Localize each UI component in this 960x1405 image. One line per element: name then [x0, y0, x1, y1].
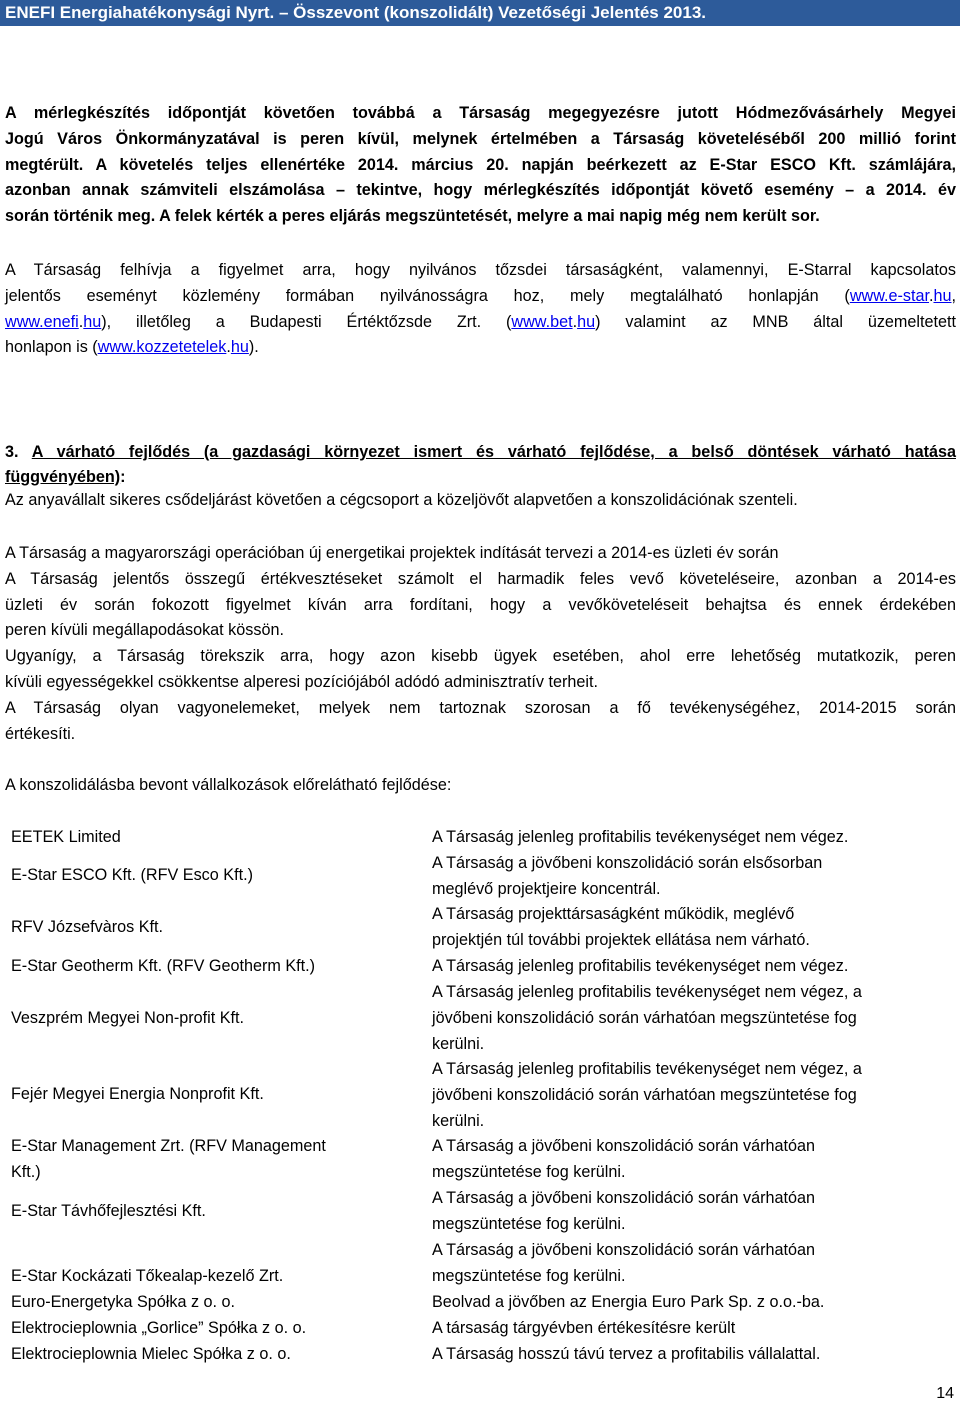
document-header — [0, 0, 960, 26]
company-outlook: A Társaság jelenleg profitabilis tevékenységet nem végez. — [432, 828, 849, 846]
company-outlook: A társaság tárgyévben értékesítésre került — [432, 1319, 736, 1337]
paragraph-disclosure — [5, 258, 956, 361]
company-name: Fejér Megyei Energia Nonprofit Kft. — [11, 1085, 264, 1103]
paragraph-outlook — [5, 541, 956, 747]
page-number: 14 — [936, 1385, 954, 1402]
text-line: A Társaság jelentős összegű értékvesztéseket számolt el harmadik feles vevő követeléseire, azonban a 2014-es — [5, 569, 956, 588]
company-name: E-Star ESCO Kft. (RFV Esco Kft.) — [11, 866, 253, 884]
link-bet-tld[interactable]: hu — [577, 312, 596, 331]
link-kozzetetelek-tld[interactable]: hu — [230, 338, 249, 357]
text-line: honlapon is (www.kozzetetelek.hu). — [5, 338, 259, 357]
company-name: Veszprém Megyei Non-profit Kft. — [11, 1009, 245, 1027]
header-title: ENEFI Energiahatékonysági Nyrt. – Összevont (konszolidált) Vezetőségi Jelentés 2013. — [5, 3, 707, 22]
company-name: E-Star Távhőfejlesztési Kft. — [11, 1202, 206, 1220]
company-outlook: A Társaság hosszú távú tervez a profitabilis vállalattal. — [432, 1345, 821, 1363]
company-name: Elektrocieplownia „Gorlice” Spółka z o. o. — [11, 1319, 307, 1337]
company-outlook: A Társaság jelenleg profitabilis tevékenységet nem végez, a jövőbeni konszolidáció során várhatóan megszüntetése fog kerülni. — [432, 983, 862, 1053]
section-title: A várható fejlődés (a gazdasági környezet ismert és várható fejlődése, a belső döntések várható hatása — [31, 443, 956, 461]
section-title-cont: függvényében) — [5, 468, 121, 486]
text-line: azonban annak számviteli elszámolása – tekintve, hogy mérlegkészítés időpontját követő esemény – a 2014. év — [5, 181, 956, 200]
company-name: Elektrocieplownia Mielec Spółka z o. o. — [11, 1345, 291, 1363]
text-line: A mérlegkészítés időpontját követően továbbá a Társaság megegyezésre jutott Hódmezővásárhely Megyei — [5, 104, 956, 122]
company-name: E-Star Geotherm Kft. (RFV Geotherm Kft.) — [11, 957, 316, 975]
link-estar-tld[interactable]: hu — [933, 286, 952, 305]
text-line: jelentős eseményt közlemény formában nyilvánosságra hoz, mely megtalálható honlapján (www.e-star.hu, — [5, 286, 956, 305]
section-number: 3. — [5, 443, 19, 461]
company-outlook: Beolvad a jövőben az Energia Euro Park Sp. z o.o.-ba. — [432, 1293, 825, 1311]
text-line: üzleti év során fokozott figyelmet kíván arra fordítani, hogy a vevőköveteléseit behajtsa és ennek érdekében — [5, 595, 956, 614]
text-line: peren kívüli megállapodásokat kössön. — [5, 621, 284, 640]
text-line: A Társaság a magyarországi operációban új energetikai projektek indítását tervezi a 2014-es üzleti év során — [5, 544, 779, 562]
company-outlook: A Társaság jelenleg profitabilis tevékenységet nem végez, a jövőbeni konszolidáció során várhatóan megszüntetése fog kerülni. — [432, 1060, 862, 1130]
company-outlook: A Társaság jelenleg profitabilis tevékenységet nem végez. — [432, 957, 849, 975]
paragraph-consolidation: Az anyavállalt sikeres csődeljárást követően a cégcsoport a közeljövőt alapvetően a konszolidációnak szenteli. — [5, 491, 798, 509]
paragraph-subsidiaries-intro: A konszolidálásba bevont vállalkozások előrelátható fejlődése: — [5, 776, 452, 794]
company-name: E-Star Management Zrt. (RFV Management Kft.) — [11, 1137, 326, 1181]
company-name: RFV Józsefvàros Kft. — [11, 918, 164, 936]
paragraph-settlement — [5, 101, 956, 230]
link-bet[interactable]: www.bet — [511, 312, 573, 331]
company-outlook: A Társaság projekttársaságként működik, meglévő projektjén túl további projektek ellátása nem várható. — [432, 905, 810, 949]
company-outlook: A Társaság a jövőbeni konszolidáció során elsősorban meglévő projektjeire koncentrál. — [432, 854, 823, 898]
company-outlook: A Társaság a jövőbeni konszolidáció során várhatóan megszüntetése fog kerülni. — [432, 1189, 816, 1233]
company-outlook: A Társaság a jövőbeni konszolidáció során várhatóan megszüntetése fog kerülni. — [432, 1137, 816, 1181]
section-3-heading: 3. A várható fejlődés (a gazdasági környezet ismert és várható fejlődése, a belső döntések várható hatása függvényében): — [5, 443, 956, 486]
link-kozzetetelek[interactable]: www.kozzetetelek — [97, 338, 227, 357]
text-line: értékesíti. — [5, 724, 76, 743]
company-name: E-Star Kockázati Tőkealap-kezelő Zrt. — [11, 1267, 284, 1285]
text-line: Jogú Város Önkormányzatával is peren kívül, melynek értelmében a Társaság követeléséből 200 millió forint — [5, 129, 956, 148]
text-line: Ugyanígy, a Társaság törekszik arra, hogy azon kisebb ügyek esetében, ahol erre lehetőség mutatkozik, peren — [5, 647, 956, 666]
company-name: Euro-Energetyka Spółka z o. o. — [11, 1293, 236, 1311]
link-estar[interactable]: www.e-star — [849, 286, 929, 305]
text-line: megtérült. A követelés teljes ellenértéke 2014. március 20. napján beérkezett az E-Star ESCO Kft. számlájára, — [5, 155, 956, 174]
company-outlook: A Társaság a jövőbeni konszolidáció során várhatóan megszüntetése fog kerülni. — [432, 1241, 816, 1285]
text-line: A Társaság felhívja a figyelmet arra, hogy nyilvános tőzsdei társaságként, valamennyi, E-Starral kapcsolatos — [5, 261, 956, 279]
company-name: EETEK Limited — [11, 828, 121, 846]
text-line: www.enefi.hu), illetőleg a Budapesti Értéktőzsde Zrt. (www.bet.hu) valamint az MNB által üzemeltetett — [5, 312, 956, 331]
text-line: kívüli egyességekkel csökkentse alperesi pozíciójából adódó adminisztratív terheit. — [5, 672, 598, 691]
link-enefi-tld[interactable]: hu — [83, 312, 102, 331]
link-enefi[interactable]: www.enefi — [5, 312, 79, 331]
text-line: A Társaság olyan vagyonelemeket, melyek nem tartoznak szorosan a fő tevékenységéhez, 2014-2015 során — [5, 698, 956, 717]
text-line: során történik meg. A felek kérték a peres eljárás megszüntetését, melyre a mai napig még nem került sor. — [5, 207, 820, 226]
